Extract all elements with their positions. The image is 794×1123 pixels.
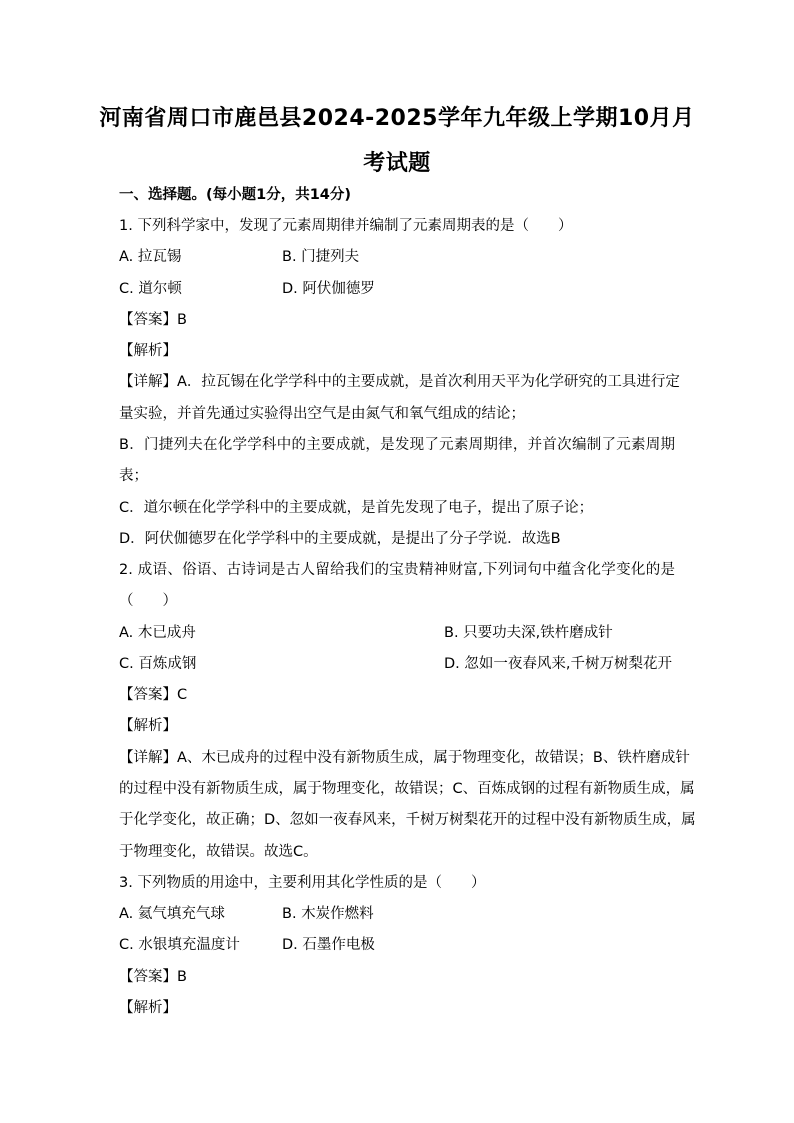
q3-option-a: A. 氦气填充气球 [119,906,225,922]
q2-option-d: D. 忽如一夜春风来,千树万树梨花开 [444,656,672,672]
q2-option-a: A. 木已成舟 [119,625,196,641]
q3-option-b: B. 木炭作燃料 [282,906,374,922]
q2-stem-line-1: 2. 成语、俗语、古诗词是古人留给我们的宝贵精神财富,下列词句中蕴含化学变化的是 [119,562,675,578]
q2-analysis-label: 【解析】 [119,718,177,734]
q1-option-a: A. 拉瓦锡 [119,249,182,265]
q1-answer: 【答案】B [119,312,187,328]
q1-option-c: C. 道尔顿 [119,281,182,297]
q3-option-d: D. 石墨作电极 [282,937,375,953]
q1-detail-line-2: 量实验，并首先通过实验得出空气是由氮气和氧气组成的结论； [119,406,525,422]
q1-detail-line-6: D．阿伏伽德罗在化学学科中的主要成就，是提出了分子学说．故选B [119,531,561,547]
q2-answer: 【答案】C [119,687,188,703]
q2-detail-line-2: 的过程中没有新物质生成，属于物理变化，故错误；C、百炼成钢的过程有新物质生成，属 [119,781,695,797]
q3-option-c: C. 水银填充温度计 [119,937,240,953]
q1-option-d: D. 阿伏伽德罗 [282,281,375,297]
q2-detail-line-4: 于物理变化，故错误。故选C。 [119,844,318,860]
q1-detail-line-5: C．道尔顿在化学学科中的主要成就，是首先发现了电子，提出了原子论； [119,500,594,516]
document-title-line-1: 河南省周口市鹿邑县2024-2025学年九年级上学期10月月 [99,106,695,131]
q1-option-b: B. 门捷列夫 [282,249,360,265]
q1-analysis-label: 【解析】 [119,343,177,359]
q1-detail-line-4: 表； [119,468,148,484]
q3-answer: 【答案】B [119,969,187,985]
document-title-line-2: 考试题 [363,151,431,176]
q2-option-c: C. 百炼成钢 [119,656,197,672]
q1-stem: 1. 下列科学家中，发现了元素周期律并编制了元素周期表的是（ ） [119,218,573,234]
q3-analysis-label: 【解析】 [119,1000,177,1016]
q1-detail-line-3: B．门捷列夫在化学学科中的主要成就，是发现了元素周期律，并首次编制了元素周期 [119,437,675,453]
q2-detail-line-3: 于化学变化，故正确；D、忽如一夜春风来，千树万树梨花开的过程中没有新物质生成，属 [119,812,696,828]
q2-detail-line-1: 【详解】A、木已成舟的过程中没有新物质生成，属于物理变化，故错误；B、铁杵磨成针 [119,750,690,766]
q1-detail-line-1: 【详解】A．拉瓦锡在化学学科中的主要成就，是首次利用天平为化学研究的工具进行定 [119,374,680,390]
section-heading: 一、选择题。(每小题1分，共14分) [119,187,352,203]
q3-stem: 3. 下列物质的用途中，主要利用其化学性质的是（ ） [119,875,486,891]
q2-option-b: B. 只要功夫深,铁杵磨成针 [444,625,613,641]
q2-stem-line-2: （ ） [119,593,177,609]
